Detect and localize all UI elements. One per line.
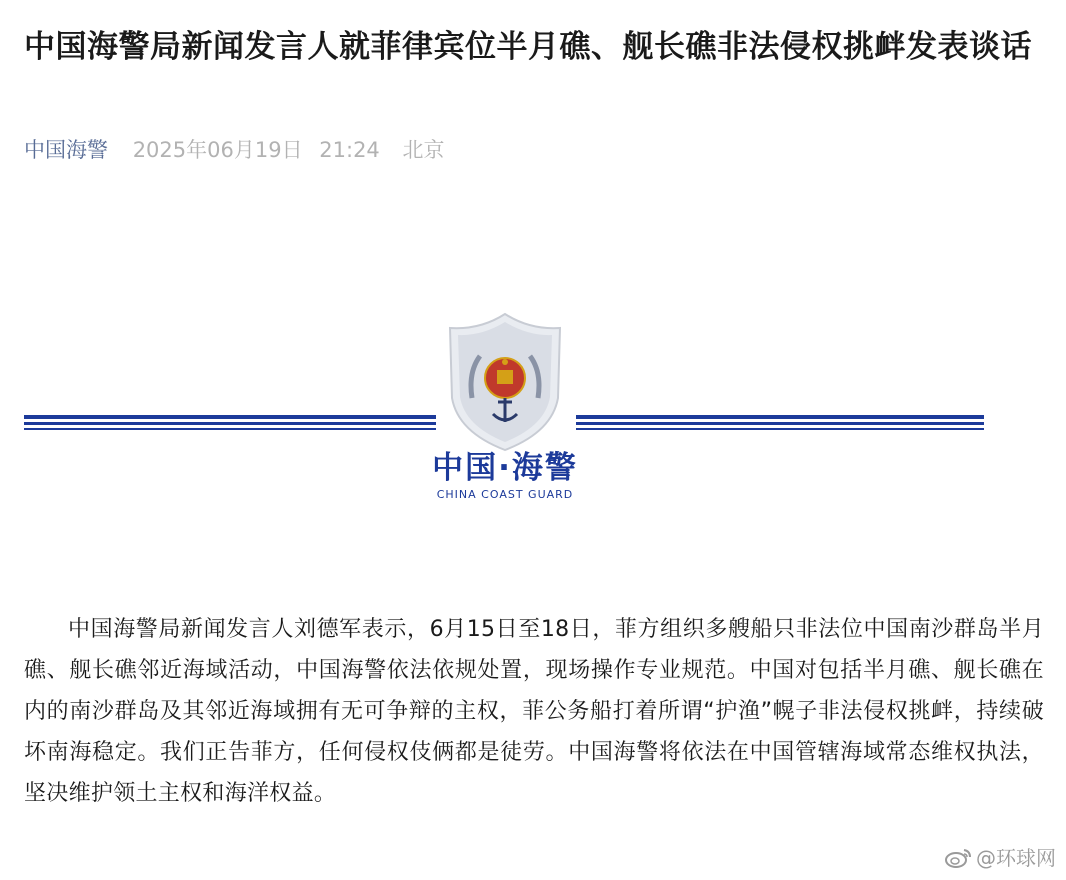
publish-time: 21:24 — [319, 138, 380, 162]
article-body: 中国海警局新闻发言人刘德军表示，6月15日至18日，菲方组织多艘船只非法位中国南沙群岛半月礁、舰长礁邻近海域活动，中国海警依法依规处置，现场操作专业规范。中国对包括半月礁、舰长礁在内的南沙群岛及其邻近海域拥有无可争辩的主权，菲公务船打着所谓“护渔”幌子非法侵权挑衅，持续破坏南海稳定。我们正告菲方，任何侵权伎俩都是徒劳。中国海警将依法在中国管辖海域常态维权执法，坚决维护领土主权和海洋权益。 — [24, 617, 1044, 806]
watermark — [944, 844, 1056, 872]
publish-date: 2025年06月19日 — [132, 138, 303, 162]
publish-location: 北京 — [402, 138, 445, 162]
shield-emblem-icon — [450, 314, 560, 450]
watermark-text: @环球网 — [976, 846, 1056, 870]
logo-subtitle: CHINA COAST GUARD — [436, 488, 574, 501]
right-stripes — [576, 415, 984, 430]
weibo-icon — [944, 847, 972, 869]
left-stripes — [24, 415, 436, 430]
article-meta — [24, 134, 444, 166]
author-link[interactable]: 中国海警 — [24, 138, 108, 162]
article-title: 中国海警局新闻发言人就菲律宾位半月礁、舰长礁非法侵权挑衅发表谈话 — [24, 29, 1032, 65]
logo-title: 中国·海警 — [432, 450, 578, 486]
